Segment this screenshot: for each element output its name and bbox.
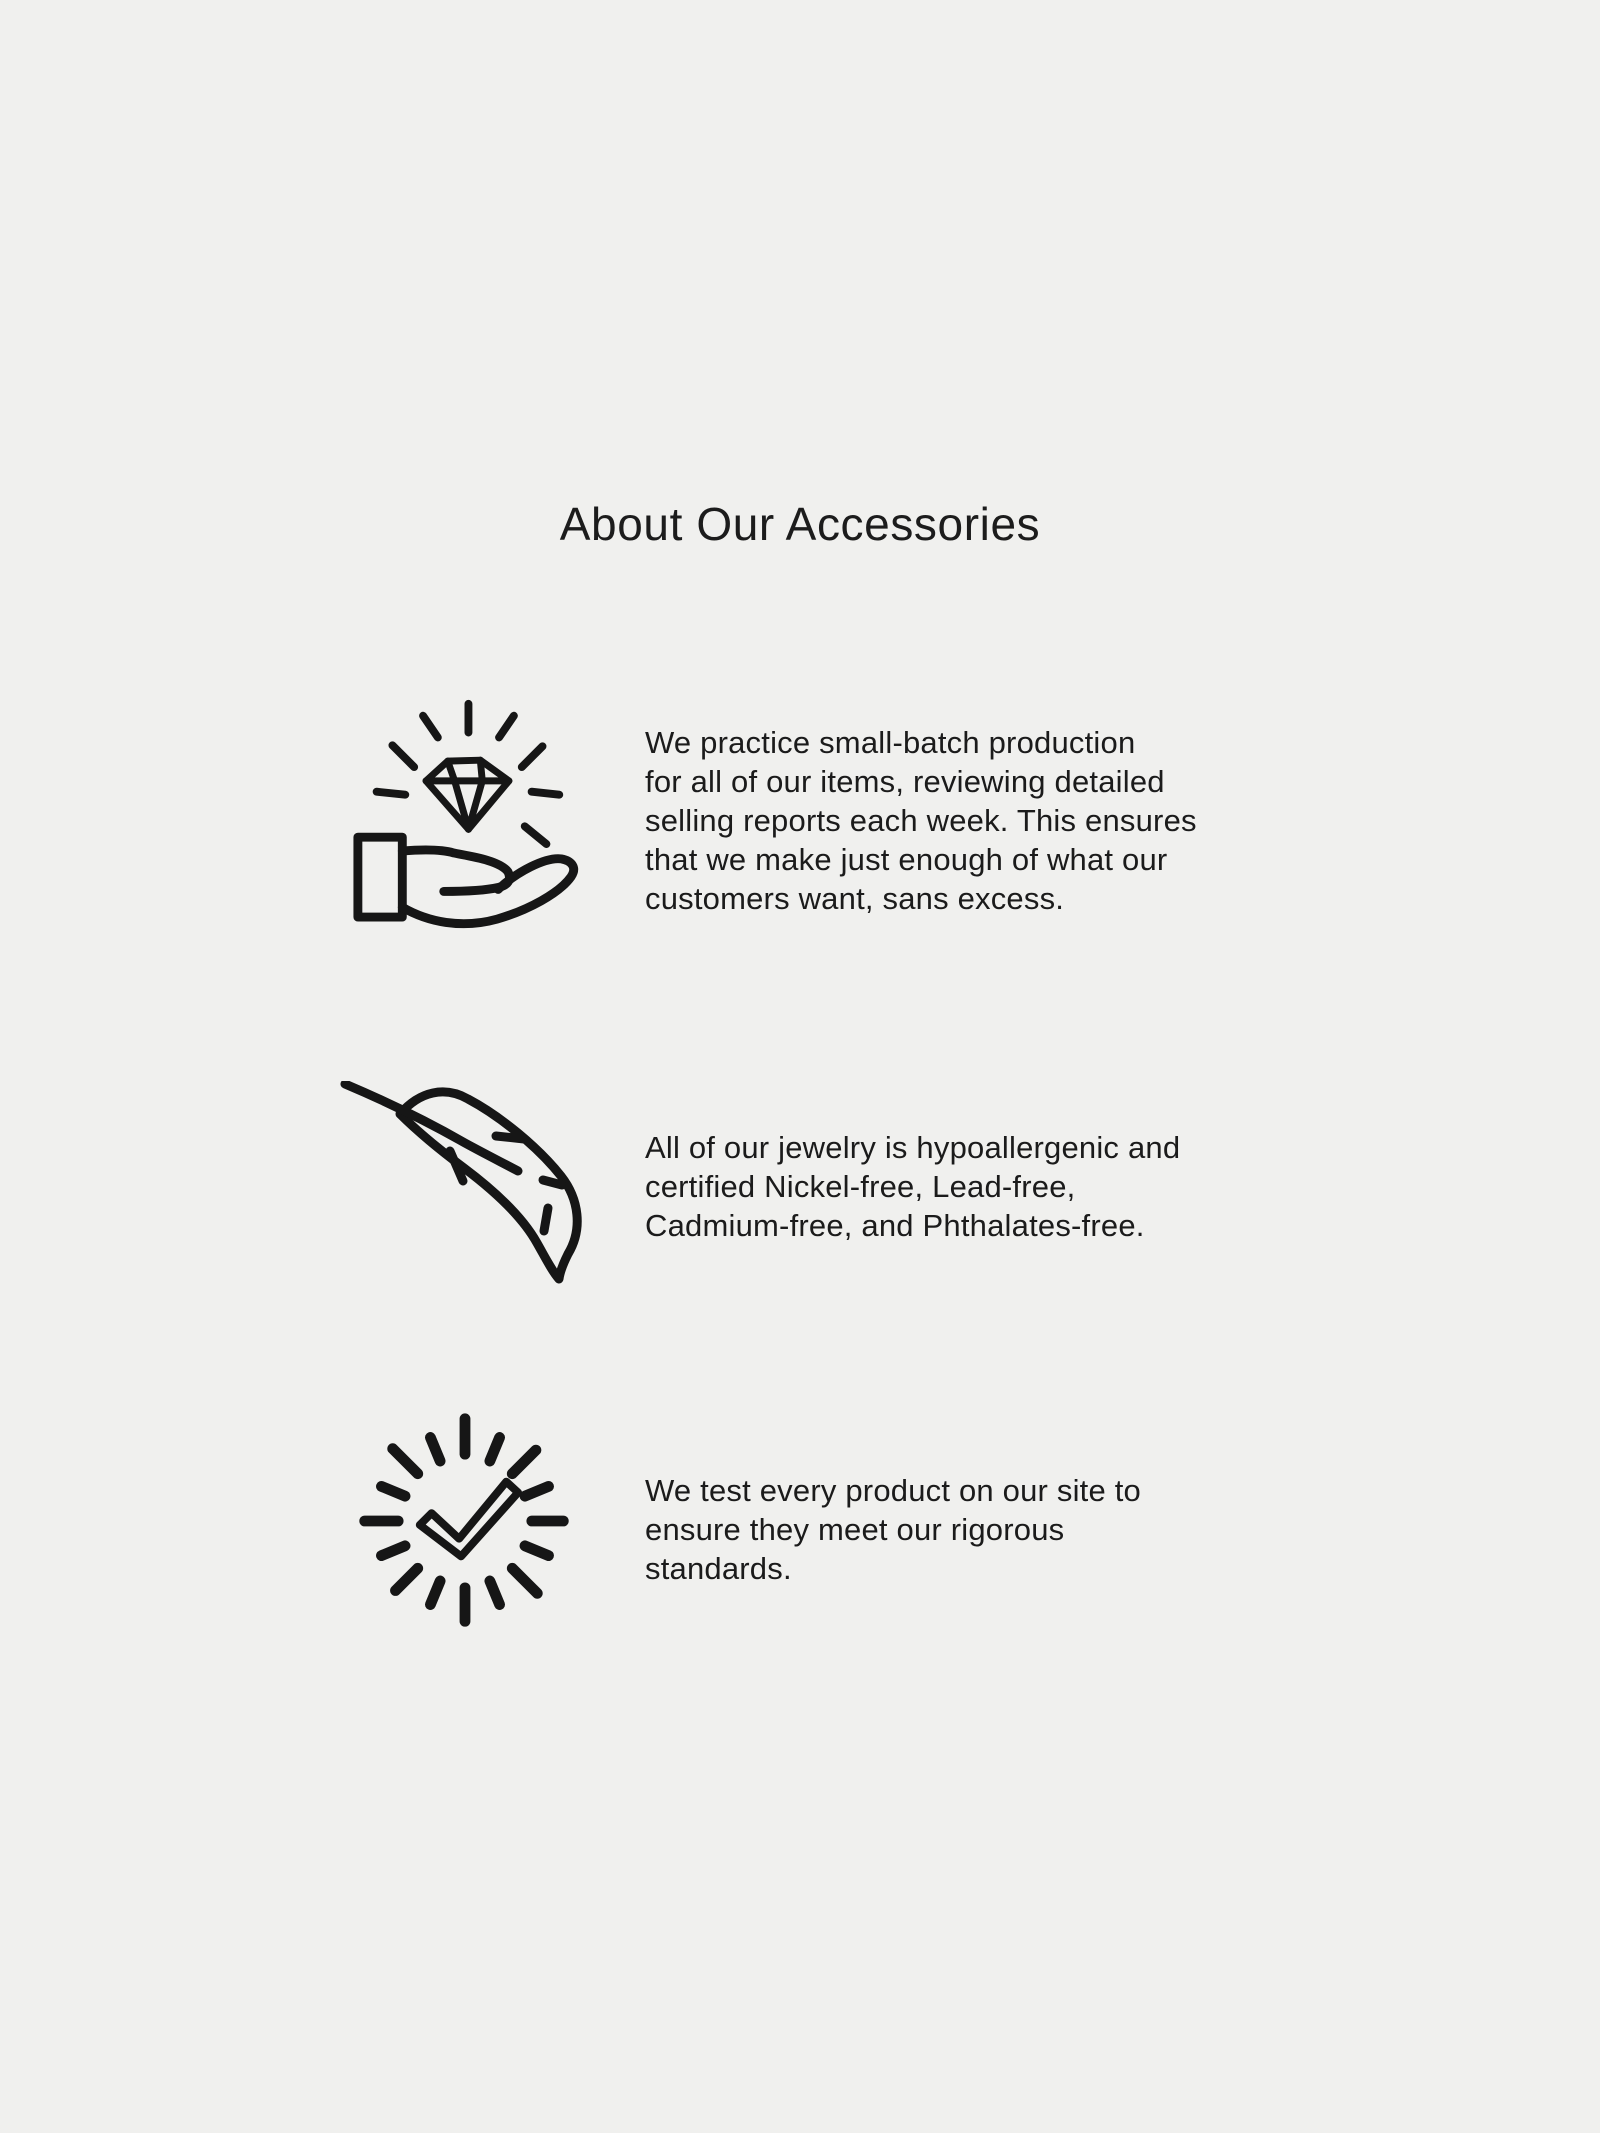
section-title: About Our Accessories	[559, 498, 1041, 550]
feature-text-line: We practice small-batch production	[645, 724, 1136, 760]
feature-text-line: customers want, sans excess.	[645, 880, 1065, 916]
feather-icon	[340, 1081, 590, 1291]
feature-text-line: certified Nickel-free, Lead-free,	[645, 1168, 1076, 1204]
feature-icon-wrap	[340, 689, 590, 931]
feature-text	[645, 1128, 1180, 1245]
feature-text-line: All of our jewelry is hypoallergenic and	[645, 1129, 1181, 1165]
feature-text-line: that we make just enough of what our	[645, 841, 1168, 877]
feature-text	[645, 723, 1197, 918]
feature-text-line: for all of our items, reviewing detailed	[645, 763, 1165, 799]
feature-text-line: Cadmium-free, and Phthalates-free.	[645, 1207, 1145, 1243]
feature-row-hypoallergenic	[340, 1081, 1260, 1291]
diamond-hand-icon	[349, 689, 581, 931]
feature-text-line: selling reports each week. This ensures	[645, 802, 1197, 838]
feature-row-testing	[340, 1405, 1260, 1637]
feature-icon-wrap	[340, 1405, 590, 1637]
feature-text	[645, 1471, 1141, 1588]
feature-text-line: standards.	[645, 1550, 792, 1586]
feature-row-small-batch	[340, 689, 1260, 931]
feature-text-line: We test every product on our site to	[645, 1472, 1141, 1508]
feature-icon-wrap	[340, 1081, 590, 1291]
feature-text-line: ensure they meet our rigorous	[645, 1511, 1065, 1547]
check-burst-icon	[349, 1405, 581, 1637]
content-container	[340, 0, 1260, 1637]
